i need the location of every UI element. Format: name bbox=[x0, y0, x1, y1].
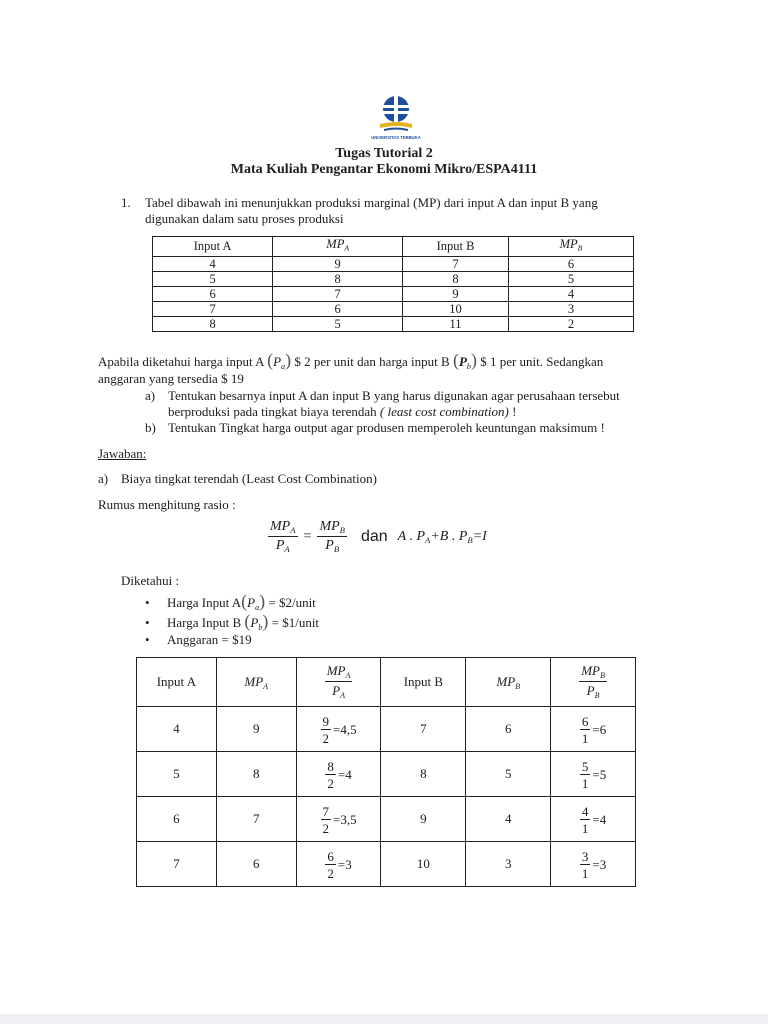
cell: 10 bbox=[403, 301, 509, 316]
cell: 6 bbox=[137, 797, 217, 842]
header-mp-b: $MP_B$ bbox=[466, 658, 551, 707]
problem-line-1: Apabila diketahui harga input A $(P_a)$ $ 2 per unit dan harga input B $(P_b)$ $ 1 per unit. Sedangkan bbox=[98, 350, 604, 371]
university-logo bbox=[366, 92, 426, 144]
ratio-table bbox=[136, 657, 636, 887]
cell: 3 bbox=[508, 301, 633, 316]
table-row bbox=[153, 301, 634, 316]
cell: 3 bbox=[466, 842, 551, 887]
fraction-mpb-pb: $MP_B$ $P_B$ bbox=[319, 519, 345, 554]
ratio-cell: $\frac{5}{1}$ =5 bbox=[551, 752, 636, 797]
ratio-cell: $\frac{4}{1}$ =4 bbox=[551, 797, 636, 842]
table-header-row bbox=[153, 237, 634, 257]
cell: 7 bbox=[153, 301, 273, 316]
ratio-cell: $\frac{3}{1}$ =3 bbox=[551, 842, 636, 887]
problem-b-label: b) bbox=[145, 420, 156, 435]
table-header-row bbox=[137, 658, 636, 707]
cell: 7 bbox=[273, 286, 403, 301]
table-row bbox=[153, 286, 634, 301]
cell: 4 bbox=[153, 256, 273, 271]
question-line-1: Tabel dibawah ini menunjukkan produksi marginal (MP) dari input A dan input B yang bbox=[145, 195, 598, 210]
cell: 8 bbox=[153, 316, 273, 331]
header-mp-b: $MP_B$ bbox=[508, 237, 633, 257]
ratio-formula: $MP_A$ $P_A$ = $MP_B$ $P_B$ dan A . $P_A+B$ . $P_B=I$ bbox=[270, 519, 487, 554]
cell: 9 bbox=[381, 797, 466, 842]
cell: 10 bbox=[381, 842, 466, 887]
cell: 6 bbox=[216, 842, 296, 887]
header-ratio-a: $MP_A$ $P_A$ bbox=[296, 658, 381, 707]
header-input-b: Input B bbox=[381, 658, 466, 707]
header-mp-a: $MP_A$ bbox=[216, 658, 296, 707]
diketahui-label: Diketahui : bbox=[121, 573, 180, 588]
cell: 11 bbox=[403, 316, 509, 331]
answer-a-text: Biaya tingkat terendah (Least Cost Combination) bbox=[121, 471, 377, 486]
cell: 6 bbox=[466, 707, 551, 752]
ratio-cell: $\frac{9}{2}$ =4,5 bbox=[296, 707, 381, 752]
budget-equation: A . $P_A+B$ . $P_B=I$ bbox=[397, 528, 487, 545]
cell: 7 bbox=[216, 797, 296, 842]
fraction-mpa-pa: $MP_A$ $P_A$ bbox=[270, 519, 296, 554]
table-row bbox=[137, 707, 636, 752]
table-row bbox=[137, 752, 636, 797]
cell: 4 bbox=[508, 286, 633, 301]
header-input-b: Input B bbox=[403, 237, 509, 257]
answer-a-label: a) bbox=[98, 471, 109, 486]
cell: 8 bbox=[216, 752, 296, 797]
page-subtitle: Mata Kuliah Pengantar Ekonomi Mikro/ESPA4111 bbox=[230, 162, 538, 177]
cell: 4 bbox=[466, 797, 551, 842]
cell: 6 bbox=[153, 286, 273, 301]
cell: 5 bbox=[153, 271, 273, 286]
problem-b-line: Tentukan Tingkat harga output agar produsen memperoleh keuntungan maksimum ! bbox=[168, 420, 605, 435]
ratio-cell: $\frac{6}{2}$ =3 bbox=[296, 842, 381, 887]
cell: 5 bbox=[508, 271, 633, 286]
table-row bbox=[153, 316, 634, 331]
bullet-item: • Harga Input $A(P_a)$ = $2/unit bbox=[145, 591, 316, 612]
ratio-cell: $\frac{7}{2}$ =3,5 bbox=[296, 797, 381, 842]
table-row bbox=[153, 271, 634, 286]
cell: 6 bbox=[508, 256, 633, 271]
cell: 6 bbox=[273, 301, 403, 316]
ratio-cell: $\frac{8}{2}$ =4 bbox=[296, 752, 381, 797]
cell: 5 bbox=[273, 316, 403, 331]
cell: 9 bbox=[216, 707, 296, 752]
cell: 5 bbox=[466, 752, 551, 797]
logo-text: UNIVERSITAS TERBUKA bbox=[371, 135, 421, 140]
bullet-item: • Harga Input B $(P_b)$ = $1/unit bbox=[145, 611, 320, 632]
cell: 9 bbox=[403, 286, 509, 301]
table-row bbox=[137, 842, 636, 887]
cell: 7 bbox=[403, 256, 509, 271]
header-input-a: Input A bbox=[153, 237, 273, 257]
bullet-item: • Anggaran = $19 bbox=[145, 632, 252, 647]
question-line-2: digunakan dalam satu proses produksi bbox=[145, 211, 344, 226]
rumus-label: Rumus menghitung rasio : bbox=[98, 497, 236, 512]
cell: 2 bbox=[508, 316, 633, 331]
question-number: 1. bbox=[121, 195, 131, 210]
problem-line-2: anggaran yang tersedia $ 19 bbox=[98, 371, 244, 386]
cell: 5 bbox=[137, 752, 217, 797]
header-input-a: Input A bbox=[137, 658, 217, 707]
ratio-cell: $\frac{6}{1}$ =6 bbox=[551, 707, 636, 752]
problem-a-label: a) bbox=[145, 388, 156, 403]
page-title: Tugas Tutorial 2 bbox=[335, 146, 433, 161]
table-row bbox=[153, 256, 634, 271]
cell: 7 bbox=[137, 842, 217, 887]
formula-dan: dan bbox=[360, 527, 388, 545]
problem-a-line-2: berproduksi pada tingkat biaya terendah ( least cost combination) ! bbox=[168, 404, 517, 419]
header-ratio-b: $MP_B$ $P_B$ bbox=[551, 658, 636, 707]
page-bottom-edge bbox=[0, 1014, 768, 1024]
marginal-product-table bbox=[152, 236, 634, 332]
cell: 9 bbox=[273, 256, 403, 271]
problem-a-line-1: Tentukan besarnya input A dan input B yang harus digunakan agar perusahaan tersebut bbox=[168, 388, 620, 403]
cell: 8 bbox=[403, 271, 509, 286]
header-mp-a: $MP_A$ bbox=[273, 237, 403, 257]
cell: 8 bbox=[273, 271, 403, 286]
answer-heading: Jawaban: bbox=[98, 446, 147, 461]
cell: 7 bbox=[381, 707, 466, 752]
table-row bbox=[137, 797, 636, 842]
cell: 4 bbox=[137, 707, 217, 752]
cell: 8 bbox=[381, 752, 466, 797]
